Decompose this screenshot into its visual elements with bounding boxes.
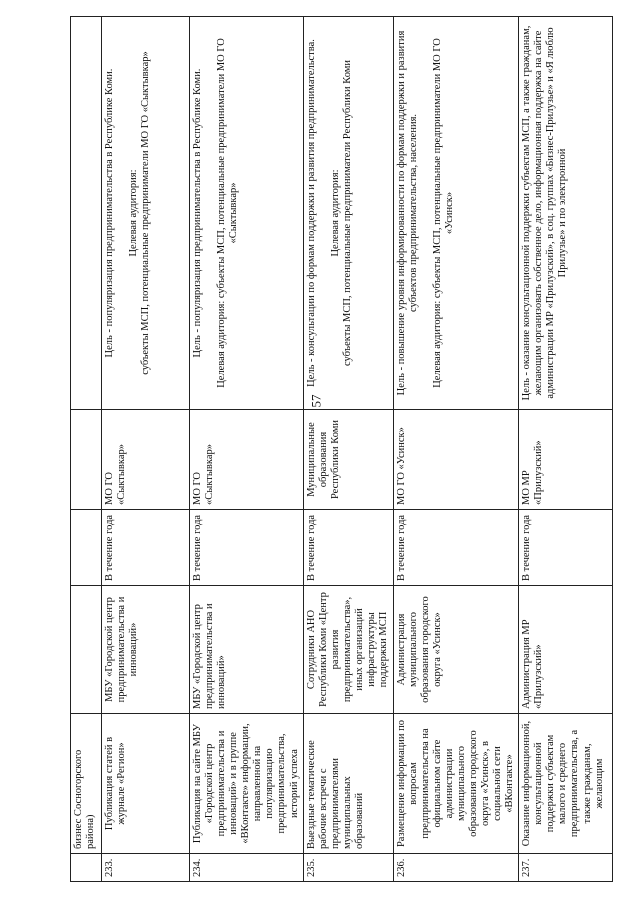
territory-cell: МО ГО «Сыктывкар» xyxy=(190,410,304,510)
row-number: 235. xyxy=(303,854,393,882)
table-header-row xyxy=(71,17,102,882)
audience-text: субъекты МСП, потенциальные предприниматели МО ГО «Сыктывкар» xyxy=(140,51,152,375)
goal-cell xyxy=(393,17,519,410)
page-number: 57 xyxy=(308,394,324,408)
row-number: 236. xyxy=(393,854,519,882)
header-cell-event: бизнес Сосногорского района) xyxy=(71,714,102,854)
goal-cell xyxy=(303,17,393,410)
executor-cell: Администрация муниципального образования городского округа «Усинск» xyxy=(393,586,519,714)
header-cell-num xyxy=(71,854,102,882)
table-row xyxy=(393,17,519,882)
goal-text: Цель - популяризация предпринимательства в Республике Коми. xyxy=(192,68,203,358)
rotated-table-container xyxy=(70,17,605,882)
territory-cell: МО ГО «Сыктывкар» xyxy=(102,410,190,510)
header-cell-territory xyxy=(71,410,102,510)
term-cell: В течение года xyxy=(303,510,393,586)
header-cell-executor xyxy=(71,586,102,714)
event-cell: Размещение информации по вопросам предпринимательства на официальном сайте администрации муниципального образования городского округа «Усинск», в социальной сети «ВКонтакте» xyxy=(393,714,519,854)
term-cell: В течение года xyxy=(190,510,304,586)
territory-cell: МО МР «Прилузский» xyxy=(519,410,613,510)
territory-cell: Муниципальные образования Республики Коми xyxy=(303,410,393,510)
events-table xyxy=(70,16,613,882)
header-cell-term xyxy=(71,510,102,586)
executor-cell: Сотрудники АНО Республики Коми «Центр развития предпринимательства», иных организаций инфраструктуры поддержки МСП xyxy=(303,586,393,714)
table-row xyxy=(303,17,393,882)
term-cell: В течение года xyxy=(102,510,190,586)
row-number: 234. xyxy=(190,854,304,882)
goal-cell xyxy=(519,17,613,410)
goal-text: Цель - популяризация предпринимательства в Республике Коми. xyxy=(104,68,115,358)
goal-text: Цель - консультации по формам поддержки и развития предпринимательства. xyxy=(305,39,317,387)
audience-label: Целевая аудитория: xyxy=(329,169,341,257)
goal-text: Цель - оказание консультационной поддержки субъектам МСП, а также гражданам, желающим организовать собственное дело, информационная поддержка на сайте администрации МР «Прилузский», в соц. группах «Бизнес-Прилузье» и «Я люблю Прилузье» и по электронной xyxy=(521,25,569,401)
goal-cell xyxy=(190,17,304,410)
executor-cell: МБУ «Городской центр предпринимательства и инноваций» xyxy=(190,586,304,714)
table-row xyxy=(519,17,613,882)
audience-text: субъекты МСП, потенциальные предприниматели Республики Коми xyxy=(341,59,353,367)
header-cell-goal xyxy=(71,17,102,410)
event-cell: Публикация статей в журнале «Регион» xyxy=(102,714,190,854)
audience-text: Целевая аудитория: субъекты МСП, потенциальные предприниматели МО ГО «Сыктывкар» xyxy=(216,38,240,388)
row-number: 233. xyxy=(102,854,190,882)
term-cell: В течение года xyxy=(393,510,519,586)
table-row xyxy=(190,17,304,882)
territory-cell: МО ГО «Усинск» xyxy=(393,410,519,510)
executor-cell: МБУ «Городской центр предпринимательства и инноваций» xyxy=(102,586,190,714)
audience-label: Целевая аудитория: xyxy=(128,169,140,257)
audience-text: Целевая аудитория: субъекты МСП, потенциальные предприниматели МО ГО «Усинск» xyxy=(431,38,455,388)
goal-text: Цель - повышение уровня информированности по формам поддержки и развития субъектов предпринимательства, населения. xyxy=(395,30,419,396)
goal-cell xyxy=(102,17,190,410)
event-cell: Оказание информационной, консультационной поддержки субъектам малого и среднего предпринимательства, а также гражданам, желающим xyxy=(519,714,613,854)
event-cell: Выездные тематические рабочие встречи с предпринимателями муниципальных образований xyxy=(303,714,393,854)
term-cell: В течение года xyxy=(519,510,613,586)
row-number: 237. xyxy=(519,854,613,882)
table-row xyxy=(102,17,190,882)
event-cell: Публикация на сайте МБУ «Городской центр предпринимательства и инноваций» и в группе «ВКонтакте» информации, направленной на популяризацию предпринимательства, историй успеха xyxy=(190,714,304,854)
executor-cell: Администрация МР «Прилузский» xyxy=(519,586,613,714)
